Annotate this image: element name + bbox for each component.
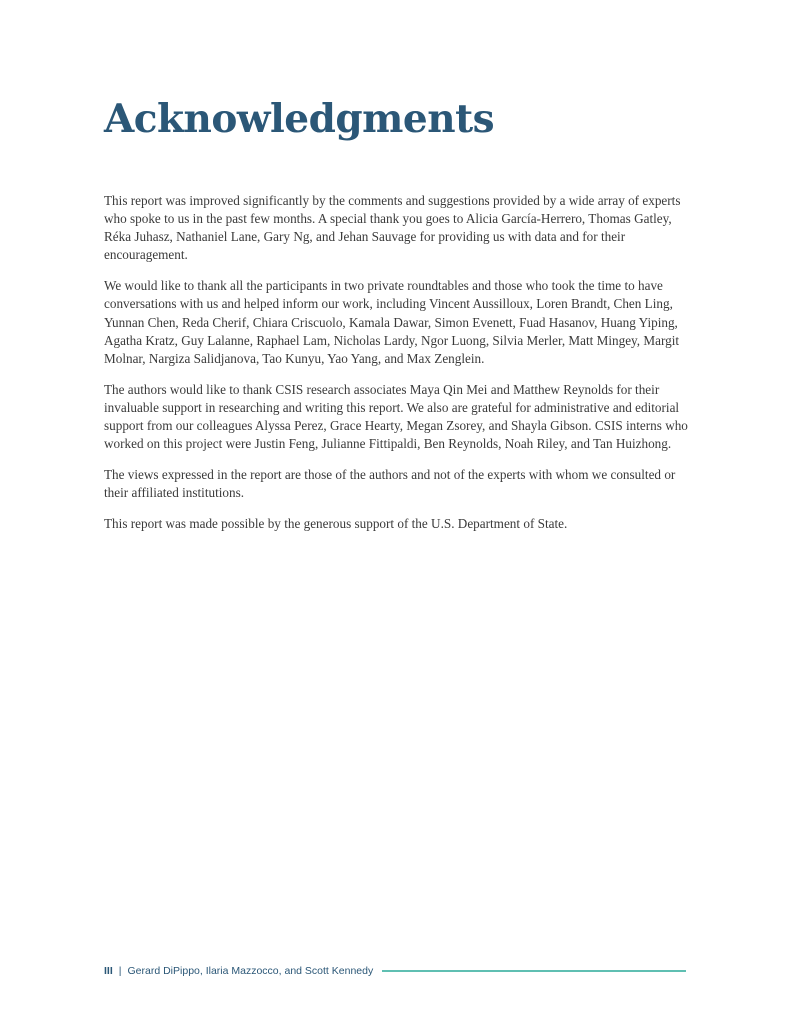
footer-authors: Gerard DiPippo, Ilaria Mazzocco, and Scott Kennedy [127,965,374,977]
paragraph-research-support: The authors would like to thank CSIS research associates Maya Qin Mei and Matthew Reynolds for their invaluable support in researching and writing this report. We also are grateful for administrative and editorial support from our colleagues Alyssa Perez, Grace Hearty, Megan Zsorey, and Shayla Gibson. CSIS interns who worked on this project were Justin Feng, Julianne Fittipaldi, Ben Reynolds, Noah Riley, and Tan Huizhong. [104,381,688,452]
paragraph-disclaimer: The views expressed in the report are those of the authors and not of the experts with whom we consulted or their affiliated institutions. [104,467,676,501]
paragraph-data-providers: This report was improved significantly by the comments and suggestions provided by a wide array of experts who spoke to us in the past few months. A special thank you goes to Alicia García-Herrero, Thomas Gatley, Réka Juhasz, Nathaniel Lane, Gary Ng, and Jehan Sauvage for providing us with data and for their encouragement. [104,193,681,263]
footer-separator: | [118,965,122,977]
page-footer [104,962,686,980]
page-number: III [104,965,113,977]
paragraph-funding: This report was made possible by the generous support of the U.S. Department of State. [104,516,568,532]
paragraph-roundtable-participants: We would like to thank all the participants in two private roundtables and those who took the time to have conversations with us and helped inform our work, including Vincent Aussilloux, Loren Brandt, Chen Ling, Yunnan Chen, Reda Cherif, Chiara Criscuolo, Kamala Dawar, Simon Evenett, Fuad Hasanov, Huang Yiping, Agatha Kratz, Guy Lalanne, Raphael Lam, Nicholas Lardy, Ngor Luong, Silvia Merler, Matt Mingey, Margit Molnar, Nargiza Salidjanova, Tao Kunyu, Yao Yang, and Max Zenglein. [104,278,680,366]
page-title: Acknowledgments [104,96,495,142]
footer-rule [382,970,686,972]
body-text [104,192,689,547]
